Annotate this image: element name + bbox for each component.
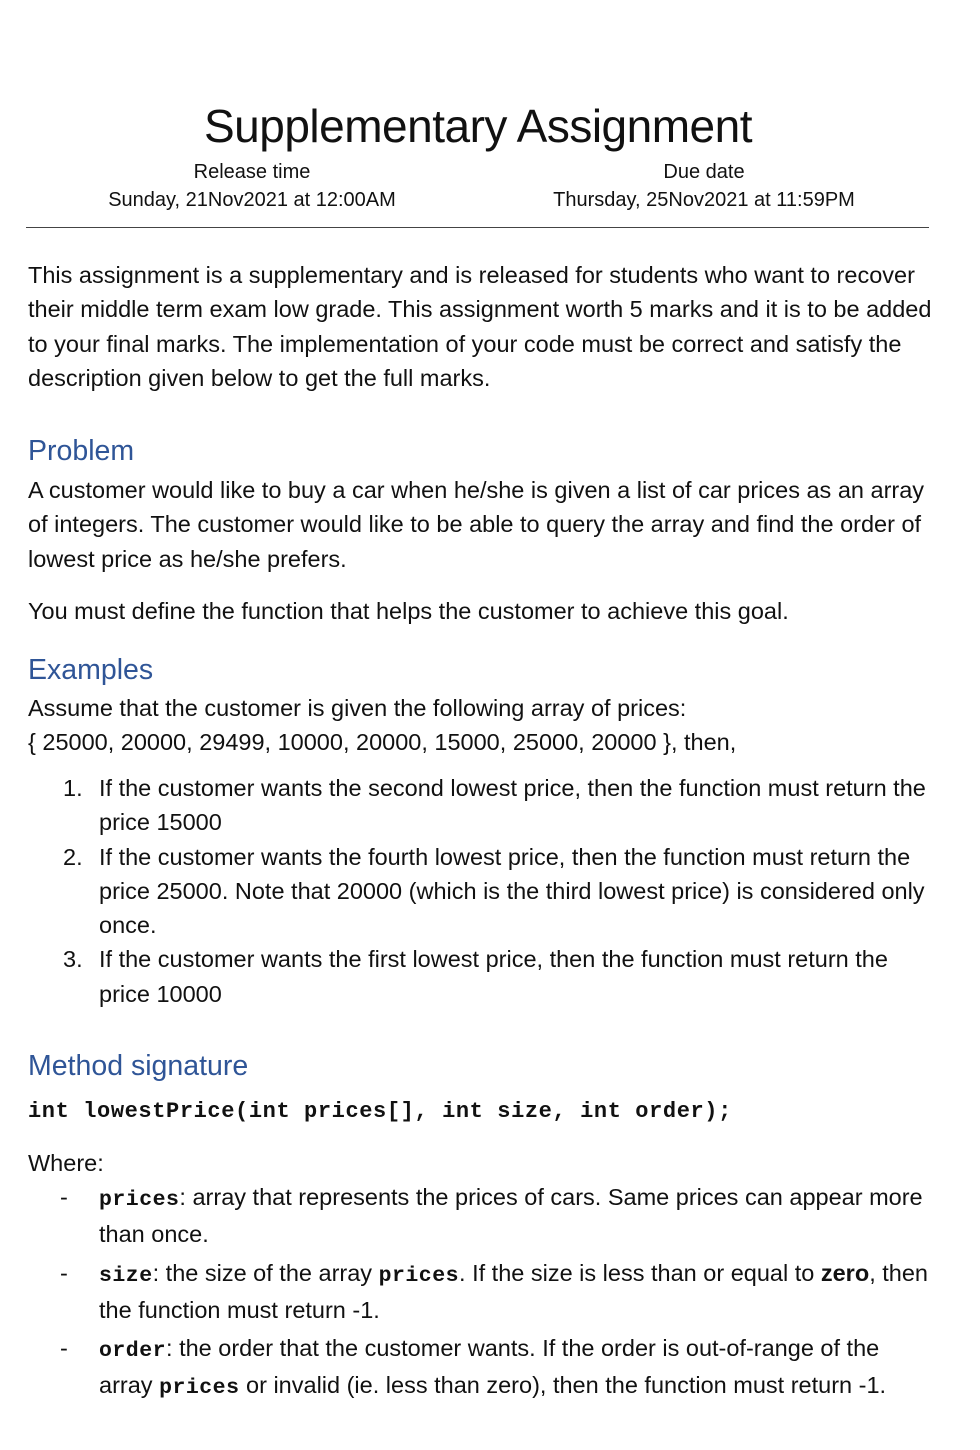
method-signature-heading: Method signature bbox=[28, 1050, 249, 1082]
parameter-list bbox=[28, 1180, 933, 1406]
param-prices bbox=[28, 1180, 933, 1252]
param-description: . If the size is less than or equal to bbox=[459, 1259, 821, 1286]
header-divider bbox=[26, 227, 929, 228]
problem-heading: Problem bbox=[28, 435, 135, 467]
list-dash: - bbox=[60, 1259, 68, 1286]
where-label: Where: bbox=[28, 1150, 104, 1176]
release-info bbox=[62, 158, 442, 214]
list-dash: - bbox=[60, 1335, 68, 1362]
release-label: Release time bbox=[193, 161, 311, 183]
problem-paragraph: A customer would like to buy a car when he/she is given a list of car prices as an array of integers. The customer would like to be able to query the array and find the order of lowest price as he/she prefers. bbox=[28, 477, 925, 572]
param-name: prices bbox=[99, 1188, 180, 1212]
due-info bbox=[514, 158, 894, 214]
param-description: or invalid (ie. less than zero), then the function must return -1. bbox=[239, 1372, 887, 1399]
param-size bbox=[28, 1256, 933, 1328]
inline-code: prices bbox=[159, 1376, 240, 1401]
examples-heading: Examples bbox=[28, 654, 154, 686]
list-text: If the customer wants the second lowest price, then the function must return the price 15000 bbox=[99, 775, 926, 836]
list-item bbox=[28, 840, 933, 943]
method-signature-code: int lowestPrice(int prices[], int size, int order); bbox=[28, 1099, 732, 1124]
due-label: Due date bbox=[663, 161, 745, 183]
list-text: If the customer wants the fourth lowest price, then the function must return the price 25000. Note that 20000 (which is the third lowest price) is considered only once. bbox=[99, 843, 925, 939]
inline-code: prices bbox=[378, 1263, 460, 1288]
examples-intro bbox=[28, 691, 933, 760]
param-name: size bbox=[99, 1263, 153, 1288]
list-number: 3. bbox=[63, 946, 83, 973]
param-description: : array that represents the prices of cars. Same prices can appear more than once. bbox=[99, 1184, 923, 1248]
list-dash: - bbox=[60, 1184, 68, 1210]
param-description: : the order that the customer wants. If the order is out-of-range of the array bbox=[99, 1335, 880, 1399]
goal-paragraph: You must define the function that helps the customer to achieve this goal. bbox=[28, 598, 789, 624]
examples-intro-line: Assume that the customer is given the following array of prices: bbox=[28, 695, 687, 721]
example-array: { 25000, 20000, 29499, 10000, 20000, 15000, 25000, 20000 }, then, bbox=[28, 729, 737, 756]
list-item bbox=[28, 771, 933, 840]
list-text: If the customer wants the first lowest price, then the function must return the price 10000 bbox=[99, 946, 888, 1007]
list-item bbox=[28, 942, 933, 1011]
param-description: : the size of the array bbox=[152, 1259, 379, 1286]
bold-term: zero bbox=[820, 1259, 870, 1286]
param-description: , then the function must return -1. bbox=[99, 1259, 928, 1323]
intro-paragraph: This assignment is a supplementary and is released for students who want to recover their middle term exam low grade. This assignment worth 5 marks and it is to be added to your final marks. The implementation of your code must be correct and satisfy the description given below to get the full marks. bbox=[28, 262, 932, 391]
param-name: order bbox=[99, 1339, 167, 1364]
list-number: 2. bbox=[63, 843, 83, 870]
list-number: 1. bbox=[63, 775, 83, 801]
due-value: Thursday, 25Nov2021 at 11:59PM bbox=[553, 189, 855, 211]
page-title: Supplementary Assignment bbox=[204, 99, 752, 152]
release-value: Sunday, 21Nov2021 at 12:00AM bbox=[108, 189, 396, 211]
param-order bbox=[28, 1331, 933, 1406]
examples-list bbox=[28, 771, 933, 1011]
